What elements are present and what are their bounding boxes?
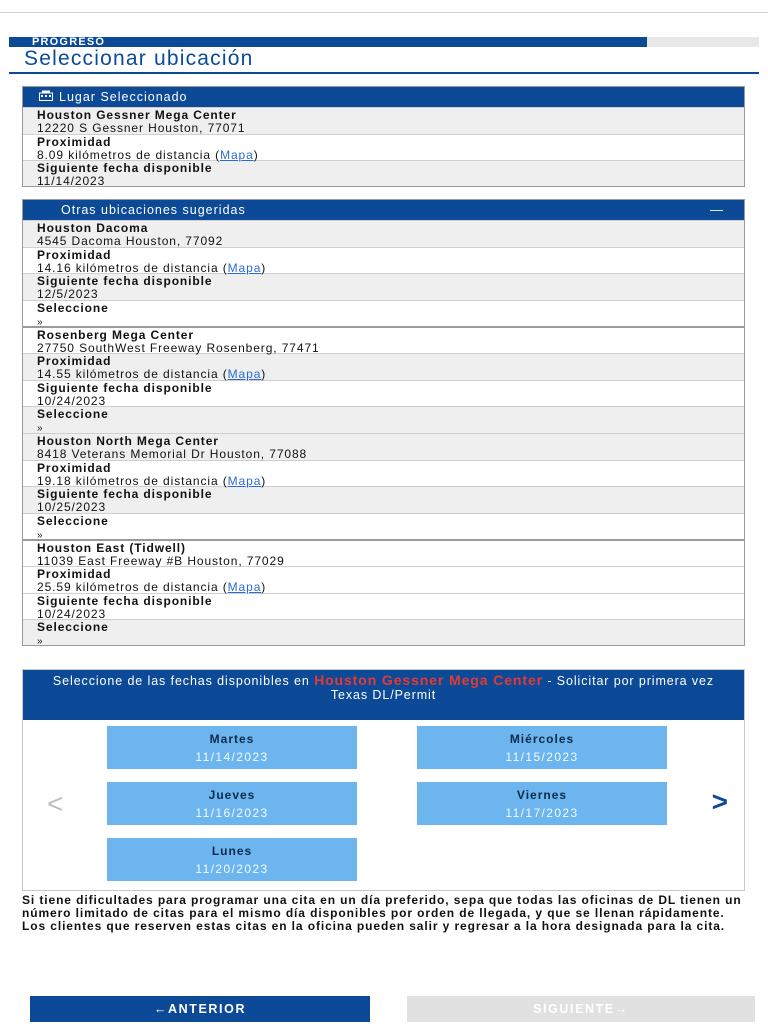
previous-button[interactable]: ←ANTERIOR <box>30 996 370 1022</box>
date-day: Viernes <box>516 788 568 802</box>
location-next-date <box>23 380 744 406</box>
title-divider <box>9 72 759 74</box>
date-button[interactable] <box>107 838 357 881</box>
suggested-locations-title: Otras ubicaciones sugeridas <box>61 203 246 217</box>
next-date-label: Siguiente fecha disponible <box>37 274 213 288</box>
selected-location-info <box>23 107 744 134</box>
selected-location-header <box>23 87 744 107</box>
map-link[interactable]: Mapa <box>227 473 262 488</box>
select-label: Seleccione <box>37 407 109 421</box>
next-date-label: Siguiente fecha disponible <box>37 487 213 501</box>
chevron-right-icon: » <box>37 316 42 328</box>
next-date-value: 10/24/2023 <box>37 393 107 408</box>
location-proximity <box>23 460 744 486</box>
date-day: Miércoles <box>509 732 575 746</box>
location-next-date <box>23 486 744 513</box>
next-dates-arrow-icon[interactable]: > <box>711 786 728 817</box>
location-info <box>23 220 744 247</box>
date-value: 11/14/2023 <box>195 750 269 764</box>
proximity-value: 19.18 kilómetros de distancia ( <box>37 473 228 488</box>
location-name: Houston Dacoma <box>37 221 149 235</box>
building-icon <box>39 87 59 107</box>
date-day: Martes <box>209 732 255 746</box>
proximity-label: Proximidad <box>37 354 112 368</box>
close-paren: ) <box>261 260 267 275</box>
proximity-label: Proximidad <box>37 248 112 262</box>
select-location-button[interactable] <box>23 406 744 433</box>
date-value: 11/16/2023 <box>195 806 269 820</box>
close-paren: ) <box>253 147 259 162</box>
select-location-button[interactable] <box>23 619 744 645</box>
selected-location-panel <box>22 86 745 187</box>
next-date-value: 11/14/2023 <box>37 173 106 188</box>
suggested-location-item <box>23 220 744 326</box>
date-selection-panel <box>22 669 745 891</box>
select-location-button[interactable] <box>23 513 744 539</box>
proximity-label: Proximidad <box>37 135 112 149</box>
close-paren: ) <box>261 473 267 488</box>
location-address: 8418 Veterans Memorial Dr Houston, 77088 <box>37 446 308 461</box>
next-button[interactable]: SIGUIENTE→ <box>407 996 755 1022</box>
date-selection-header <box>23 670 744 720</box>
select-label: Seleccione <box>37 514 109 528</box>
select-label: Seleccione <box>37 620 109 634</box>
chevron-right-icon: » <box>37 635 42 647</box>
date-value: 11/20/2023 <box>195 862 269 876</box>
selected-location-address: 12220 S Gessner Houston, 77071 <box>37 120 246 135</box>
selected-location-name: Houston Gessner Mega Center <box>37 108 237 122</box>
suggested-locations-panel <box>22 199 745 646</box>
date-day: Lunes <box>211 844 253 858</box>
proximity-label: Proximidad <box>37 461 112 475</box>
proximity-value: 8.09 kilómetros de distancia ( <box>37 147 221 162</box>
proximity-value: 14.55 kilómetros de distancia ( <box>37 366 228 381</box>
location-proximity <box>23 353 744 380</box>
location-name: Houston North Mega Center <box>37 434 219 448</box>
selected-location-title: Lugar Seleccionado <box>59 90 188 104</box>
location-next-date <box>23 593 744 619</box>
proximity-value: 25.59 kilómetros de distancia ( <box>37 579 228 594</box>
chevron-right-icon: » <box>37 529 42 541</box>
selected-next-date <box>23 160 744 186</box>
date-header-prefix: Seleccione de las fechas disponibles en <box>52 674 310 688</box>
date-day: Jueves <box>208 788 256 802</box>
location-info <box>23 326 744 353</box>
location-next-date <box>23 273 744 300</box>
page-title: Seleccionar ubicación <box>24 47 254 70</box>
progress-label: PROGRESO <box>32 36 106 48</box>
selected-proximity <box>23 134 744 160</box>
suggested-locations-header[interactable] <box>23 200 744 220</box>
proximity-label: Proximidad <box>37 567 112 581</box>
scheduling-note: Si tiene dificultades para programar una cita en un día preferido, sepa que todas las oficinas de DL tienen un número limitado de citas para el mismo día disponibles por orden de llegada, y que se llenan rápidamente. Los clientes que reserven estas citas en la oficina pueden salir y regresar a la hora designada para la cita. <box>22 893 742 933</box>
date-header-location: Houston Gessner Mega Center <box>314 672 543 688</box>
map-link[interactable]: Mapa <box>227 579 262 594</box>
next-date-value: 12/5/2023 <box>37 286 99 301</box>
next-date-value: 10/25/2023 <box>37 499 107 514</box>
location-name: Houston East (Tidwell) <box>37 541 186 555</box>
date-value: 11/17/2023 <box>505 806 579 820</box>
date-button[interactable] <box>107 726 357 769</box>
location-name: Rosenberg Mega Center <box>37 328 194 342</box>
date-button[interactable] <box>417 726 667 769</box>
date-button[interactable] <box>417 782 667 825</box>
date-button[interactable] <box>107 782 357 825</box>
select-location-button[interactable] <box>23 300 744 326</box>
close-paren: ) <box>261 366 267 381</box>
top-bar <box>0 0 768 13</box>
location-info <box>23 539 744 566</box>
location-proximity <box>23 247 744 273</box>
location-info <box>23 433 744 460</box>
chevron-right-icon: » <box>37 422 42 434</box>
next-date-label: Siguiente fecha disponible <box>37 381 213 395</box>
close-paren: ) <box>261 579 267 594</box>
map-link[interactable]: Mapa <box>227 260 262 275</box>
next-date-label: Siguiente fecha disponible <box>37 161 213 175</box>
map-link[interactable]: Mapa <box>220 147 254 162</box>
date-value: 11/15/2023 <box>505 750 579 764</box>
suggested-location-item <box>23 433 744 539</box>
next-date-label: Siguiente fecha disponible <box>37 594 213 608</box>
map-link[interactable]: Mapa <box>227 366 262 381</box>
location-address: 27750 SouthWest Freeway Rosenberg, 77471 <box>37 340 320 355</box>
suggested-location-item <box>23 539 744 645</box>
previous-dates-arrow-icon[interactable]: < <box>47 788 64 819</box>
collapse-icon[interactable]: — <box>710 202 724 217</box>
location-proximity <box>23 566 744 593</box>
select-label: Seleccione <box>37 301 109 315</box>
date-header-suffix: - Solicitar por primera vez Texas DL/Permit <box>330 674 715 702</box>
location-address: 4545 Dacoma Houston, 77092 <box>37 233 224 248</box>
progress-bar <box>9 37 759 47</box>
location-address: 11039 East Freeway #B Houston, 77029 <box>37 553 285 568</box>
suggested-location-item <box>23 326 744 433</box>
proximity-value: 14.16 kilómetros de distancia ( <box>37 260 228 275</box>
next-date-value: 10/24/2023 <box>37 606 107 621</box>
